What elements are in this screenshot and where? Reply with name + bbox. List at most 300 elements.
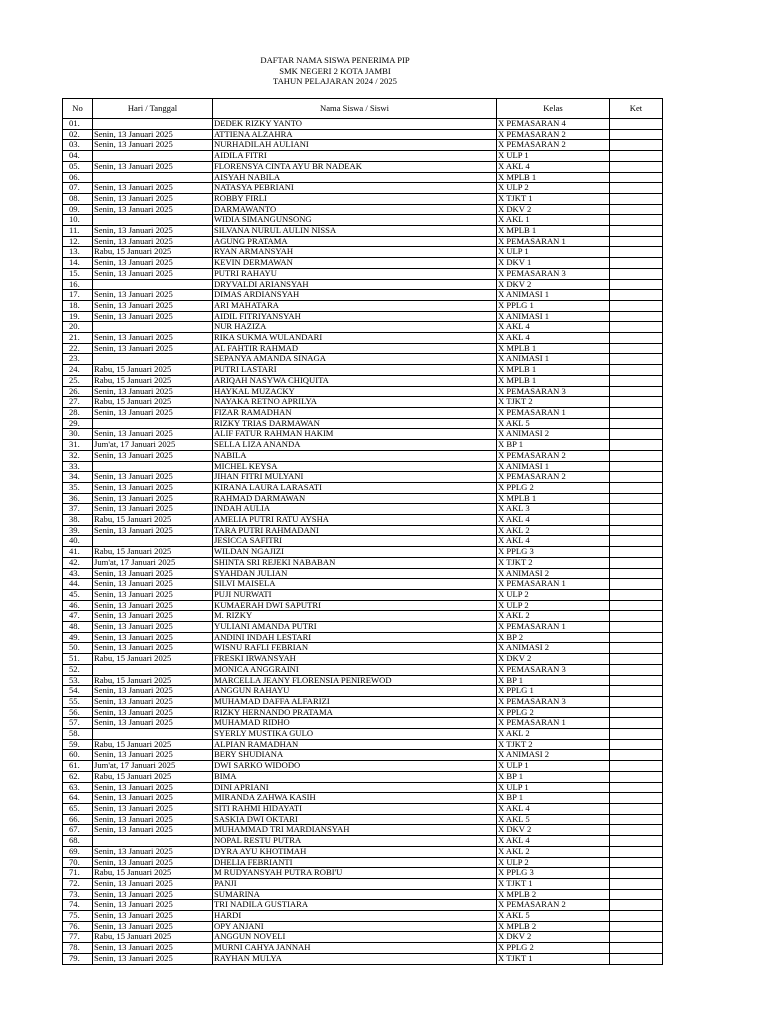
cell-note <box>610 675 663 686</box>
cell-name: NATASYA PEBRIANI <box>213 183 497 194</box>
cell-date: Senin, 13 Januari 2025 <box>93 482 213 493</box>
cell-date: Senin, 13 Januari 2025 <box>93 900 213 911</box>
cell-note <box>610 418 663 429</box>
cell-name: NAYAKA RETNO APRILYA <box>213 397 497 408</box>
cell-note <box>610 504 663 515</box>
table-row <box>63 846 663 857</box>
cell-date: Senin, 13 Januari 2025 <box>93 579 213 590</box>
table-row <box>63 183 663 194</box>
cell-date: Senin, 13 Januari 2025 <box>93 504 213 515</box>
cell-name: MONICA ANGGRAINI <box>213 664 497 675</box>
cell-date: Senin, 13 Januari 2025 <box>93 386 213 397</box>
cell-note <box>610 482 663 493</box>
table-row <box>63 579 663 590</box>
table-row <box>63 729 663 740</box>
cell-name: MUHAMMAD TRI MARDIANSYAH <box>213 825 497 836</box>
cell-date: Senin, 13 Januari 2025 <box>93 782 213 793</box>
cell-no: 65. <box>63 804 93 815</box>
table-row <box>63 407 663 418</box>
cell-note <box>610 911 663 922</box>
cell-no: 25. <box>63 375 93 386</box>
cell-no: 68. <box>63 836 93 847</box>
cell-class: X AKL 5 <box>497 418 610 429</box>
cell-name: WISNU RAFLI FEBRIAN <box>213 643 497 654</box>
cell-note <box>610 814 663 825</box>
cell-no: 78. <box>63 943 93 954</box>
cell-no: 15. <box>63 268 93 279</box>
cell-date <box>93 461 213 472</box>
cell-class: X DKV 2 <box>497 825 610 836</box>
cell-name: ANGGUN NOVELI <box>213 932 497 943</box>
cell-name: DRYVALDI ARIANSYAH <box>213 279 497 290</box>
table-row <box>63 493 663 504</box>
cell-note <box>610 226 663 237</box>
table-row <box>63 611 663 622</box>
cell-class: X PEMASARAN 2 <box>497 140 610 151</box>
column-header-no: No <box>63 99 93 119</box>
cell-class: X ULP 2 <box>497 600 610 611</box>
table-row <box>63 857 663 868</box>
cell-no: 16. <box>63 279 93 290</box>
cell-name: SILVANA NURUL AULIN NISSA <box>213 226 497 237</box>
table-row <box>63 643 663 654</box>
cell-name: AGUNG PRATAMA <box>213 236 497 247</box>
cell-no: 41. <box>63 547 93 558</box>
cell-name: KEVIN DERMAWAN <box>213 258 497 269</box>
cell-date: Senin, 13 Januari 2025 <box>93 161 213 172</box>
cell-class: X DKV 2 <box>497 654 610 665</box>
cell-note <box>610 921 663 932</box>
cell-class: X DKV 2 <box>497 932 610 943</box>
cell-name: MIRANDA ZAHWA KASIH <box>213 793 497 804</box>
cell-date: Senin, 13 Januari 2025 <box>93 750 213 761</box>
cell-name: RAHMAD DARMAWAN <box>213 493 497 504</box>
cell-date: Senin, 13 Januari 2025 <box>93 343 213 354</box>
cell-name: RIZKY HERNANDO PRATAMA <box>213 707 497 718</box>
table-row <box>63 151 663 162</box>
table-row <box>63 204 663 215</box>
table-row <box>63 450 663 461</box>
table-row <box>63 547 663 558</box>
table-row <box>63 386 663 397</box>
table-row <box>63 258 663 269</box>
cell-date: Senin, 13 Januari 2025 <box>93 183 213 194</box>
cell-class: X AKL 4 <box>497 333 610 344</box>
cell-no: 75. <box>63 911 93 922</box>
cell-no: 62. <box>63 771 93 782</box>
cell-class: X AKL 2 <box>497 611 610 622</box>
cell-class: X PPLG 3 <box>497 868 610 879</box>
cell-date: Senin, 13 Januari 2025 <box>93 953 213 964</box>
cell-note <box>610 568 663 579</box>
cell-note <box>610 365 663 376</box>
document-title: DAFTAR NAMA SISWA PENERIMA PIP <box>260 55 410 65</box>
cell-name: MICHEL KEYSA <box>213 461 497 472</box>
table-header <box>63 99 663 119</box>
cell-no: 64. <box>63 793 93 804</box>
cell-note <box>610 729 663 740</box>
school-name: SMK NEGERI 2 KOTA JAMBI <box>279 65 391 76</box>
table-row <box>63 311 663 322</box>
cell-name: JESICCA SAFITRI <box>213 536 497 547</box>
cell-name: AIDILA FITRI <box>213 151 497 162</box>
cell-date: Jum'at, 17 Januari 2025 <box>93 440 213 451</box>
cell-no: 74. <box>63 900 93 911</box>
table-row <box>63 333 663 344</box>
cell-date <box>93 322 213 333</box>
cell-class: X AKL 2 <box>497 846 610 857</box>
cell-note <box>610 215 663 226</box>
cell-class: X MPLB 1 <box>497 172 610 183</box>
cell-date: Rabu, 15 Januari 2025 <box>93 675 213 686</box>
cell-note <box>610 943 663 954</box>
table-row <box>63 375 663 386</box>
table-row <box>63 268 663 279</box>
cell-date <box>93 418 213 429</box>
cell-name: NOPAL RESTU PUTRA <box>213 836 497 847</box>
cell-name: WIDIA SIMANGUNSONG <box>213 215 497 226</box>
cell-note <box>610 268 663 279</box>
cell-no: 26. <box>63 386 93 397</box>
table-row <box>63 557 663 568</box>
cell-date: Senin, 13 Januari 2025 <box>93 472 213 483</box>
cell-note <box>610 183 663 194</box>
cell-date: Rabu, 15 Januari 2025 <box>93 397 213 408</box>
table-row <box>63 161 663 172</box>
cell-note <box>610 322 663 333</box>
cell-note <box>610 771 663 782</box>
cell-class: X AKL 5 <box>497 911 610 922</box>
cell-date: Rabu, 15 Januari 2025 <box>93 247 213 258</box>
cell-note <box>610 643 663 654</box>
cell-no: 09. <box>63 204 93 215</box>
cell-name: MUHAMAD DAFFA ALFARIZI <box>213 696 497 707</box>
cell-note <box>610 611 663 622</box>
cell-date: Senin, 13 Januari 2025 <box>93 525 213 536</box>
cell-date: Rabu, 15 Januari 2025 <box>93 771 213 782</box>
table-row <box>63 750 663 761</box>
cell-class: X ANIMASI 2 <box>497 568 610 579</box>
cell-date: Senin, 13 Januari 2025 <box>93 857 213 868</box>
table-row <box>63 782 663 793</box>
cell-name: OPY ANJANI <box>213 921 497 932</box>
cell-no: 04. <box>63 151 93 162</box>
table-row <box>63 622 663 633</box>
cell-note <box>610 664 663 675</box>
cell-note <box>610 461 663 472</box>
cell-no: 36. <box>63 493 93 504</box>
table-row <box>63 536 663 547</box>
cell-name: FIZAR RAMADHAN <box>213 407 497 418</box>
cell-date: Rabu, 15 Januari 2025 <box>93 515 213 526</box>
cell-date: Rabu, 15 Januari 2025 <box>93 932 213 943</box>
cell-no: 51. <box>63 654 93 665</box>
cell-note <box>610 119 663 130</box>
cell-no: 40. <box>63 536 93 547</box>
cell-class: X TJKT 1 <box>497 953 610 964</box>
cell-class: X TJKT 2 <box>497 397 610 408</box>
cell-class: X PEMASARAN 1 <box>497 622 610 633</box>
cell-class: X MPLB 1 <box>497 226 610 237</box>
cell-note <box>610 632 663 643</box>
cell-name: AMELIA PUTRI RATU AYSHA <box>213 515 497 526</box>
cell-note <box>610 761 663 772</box>
cell-name: DARMAWANTO <box>213 204 497 215</box>
table-row <box>63 836 663 847</box>
cell-note <box>610 739 663 750</box>
cell-date: Senin, 13 Januari 2025 <box>93 600 213 611</box>
cell-note <box>610 536 663 547</box>
cell-no: 05. <box>63 161 93 172</box>
cell-no: 76. <box>63 921 93 932</box>
table-row <box>63 343 663 354</box>
cell-date: Senin, 13 Januari 2025 <box>93 718 213 729</box>
cell-date: Senin, 13 Januari 2025 <box>93 611 213 622</box>
cell-no: 01. <box>63 119 93 130</box>
academic-year: TAHUN PELAJARAN 2024 / 2025 <box>273 76 397 86</box>
table-row <box>63 696 663 707</box>
cell-no: 43. <box>63 568 93 579</box>
cell-note <box>610 258 663 269</box>
table-row <box>63 525 663 536</box>
table-row <box>63 322 663 333</box>
cell-note <box>610 804 663 815</box>
cell-note <box>610 397 663 408</box>
table-body <box>63 119 663 965</box>
cell-note <box>610 600 663 611</box>
cell-date <box>93 151 213 162</box>
table-row <box>63 664 663 675</box>
cell-class: X ANIMASI 1 <box>497 290 610 301</box>
table-row <box>63 932 663 943</box>
cell-name: ANDINI INDAH LESTARI <box>213 632 497 643</box>
cell-note <box>610 440 663 451</box>
cell-name: RAYHAN MULYA <box>213 953 497 964</box>
cell-note <box>610 953 663 964</box>
cell-class: X ANIMASI 2 <box>497 643 610 654</box>
cell-no: 49. <box>63 632 93 643</box>
cell-note <box>610 878 663 889</box>
cell-no: 03. <box>63 140 93 151</box>
cell-no: 22. <box>63 343 93 354</box>
cell-no: 47. <box>63 611 93 622</box>
table-row <box>63 589 663 600</box>
cell-note <box>610 622 663 633</box>
cell-date <box>93 279 213 290</box>
cell-date <box>93 536 213 547</box>
cell-no: 17. <box>63 290 93 301</box>
cell-name: TARA PUTRI RAHMADANI <box>213 525 497 536</box>
cell-date: Senin, 13 Januari 2025 <box>93 921 213 932</box>
cell-class: X ANIMASI 1 <box>497 354 610 365</box>
cell-class: X PEMASARAN 3 <box>497 386 610 397</box>
column-header-name: Nama Siswa / Siswi <box>213 99 497 119</box>
cell-note <box>610 407 663 418</box>
cell-date: Senin, 13 Januari 2025 <box>93 204 213 215</box>
cell-class: X AKL 4 <box>497 536 610 547</box>
cell-class: X ULP 2 <box>497 857 610 868</box>
cell-name: YULIANI AMANDA PUTRI <box>213 622 497 633</box>
cell-note <box>610 825 663 836</box>
cell-class: X AKL 2 <box>497 525 610 536</box>
cell-name: NABILA <box>213 450 497 461</box>
cell-no: 29. <box>63 418 93 429</box>
cell-note <box>610 889 663 900</box>
table-row <box>63 878 663 889</box>
cell-name: SYAHDAN JULIAN <box>213 568 497 579</box>
table-row <box>63 600 663 611</box>
cell-note <box>610 654 663 665</box>
cell-name: RYAN ARMANSYAH <box>213 247 497 258</box>
cell-no: 67. <box>63 825 93 836</box>
cell-name: PUTRI RAHAYU <box>213 268 497 279</box>
cell-class: X PPLG 2 <box>497 707 610 718</box>
cell-name: AL FAHTIR RAHMAD <box>213 343 497 354</box>
cell-no: 27. <box>63 397 93 408</box>
cell-class: X ULP 1 <box>497 151 610 162</box>
cell-no: 38. <box>63 515 93 526</box>
cell-note <box>610 686 663 697</box>
cell-name: FRESKI IRWANSYAH <box>213 654 497 665</box>
cell-no: 60. <box>63 750 93 761</box>
cell-class: X PEMASARAN 2 <box>497 129 610 140</box>
cell-note <box>610 472 663 483</box>
cell-no: 30. <box>63 429 93 440</box>
cell-date: Senin, 13 Januari 2025 <box>93 129 213 140</box>
cell-name: NURHADILAH AULIANI <box>213 140 497 151</box>
cell-name: RIKA SUKMA WULANDARI <box>213 333 497 344</box>
cell-class: X MPLB 1 <box>497 343 610 354</box>
cell-class: X DKV 2 <box>497 204 610 215</box>
cell-class: X PEMASARAN 2 <box>497 450 610 461</box>
cell-no: 28. <box>63 407 93 418</box>
cell-class: X TJKT 2 <box>497 557 610 568</box>
cell-class: X ULP 2 <box>497 183 610 194</box>
cell-class: X TJKT 1 <box>497 878 610 889</box>
cell-class: X PEMASARAN 1 <box>497 579 610 590</box>
cell-note <box>610 932 663 943</box>
cell-name: SHINTA SRI REJEKI NABABAN <box>213 557 497 568</box>
cell-class: X MPLB 2 <box>497 889 610 900</box>
table-row <box>63 193 663 204</box>
cell-note <box>610 375 663 386</box>
cell-no: 10. <box>63 215 93 226</box>
table-row <box>63 675 663 686</box>
cell-class: X PEMASARAN 2 <box>497 472 610 483</box>
cell-note <box>610 557 663 568</box>
table-row <box>63 440 663 451</box>
table-row <box>63 707 663 718</box>
table-row <box>63 900 663 911</box>
table-row <box>63 771 663 782</box>
cell-no: 71. <box>63 868 93 879</box>
cell-note <box>610 290 663 301</box>
cell-name: RIZKY TRIAS DARMAWAN <box>213 418 497 429</box>
cell-date: Senin, 13 Januari 2025 <box>93 236 213 247</box>
table-row <box>63 718 663 729</box>
cell-name: TRI NADILA GUSTIARA <box>213 900 497 911</box>
cell-class: X PEMASARAN 1 <box>497 718 610 729</box>
cell-no: 32. <box>63 450 93 461</box>
cell-no: 69. <box>63 846 93 857</box>
cell-note <box>610 140 663 151</box>
cell-class: X ANIMASI 1 <box>497 311 610 322</box>
cell-date: Senin, 13 Januari 2025 <box>93 300 213 311</box>
cell-no: 07. <box>63 183 93 194</box>
cell-note <box>610 515 663 526</box>
cell-class: X ANIMASI 1 <box>497 461 610 472</box>
cell-no: 19. <box>63 311 93 322</box>
cell-class: X PPLG 2 <box>497 482 610 493</box>
table-row <box>63 793 663 804</box>
table-row <box>63 632 663 643</box>
cell-note <box>610 750 663 761</box>
cell-no: 54. <box>63 686 93 697</box>
cell-class: X PPLG 1 <box>497 686 610 697</box>
cell-class: X ULP 1 <box>497 782 610 793</box>
cell-date <box>93 354 213 365</box>
table-row <box>63 226 663 237</box>
cell-name: DHELIA FEBRIANTI <box>213 857 497 868</box>
table-row <box>63 868 663 879</box>
cell-note <box>610 579 663 590</box>
cell-name: SUMARINA <box>213 889 497 900</box>
cell-date <box>93 172 213 183</box>
cell-date: Senin, 13 Januari 2025 <box>93 429 213 440</box>
cell-no: 70. <box>63 857 93 868</box>
table-row <box>63 472 663 483</box>
cell-name: MARCELLA JEANY FLORENSIA PENIREWOD <box>213 675 497 686</box>
cell-no: 31. <box>63 440 93 451</box>
cell-date: Senin, 13 Januari 2025 <box>93 878 213 889</box>
cell-date: Senin, 13 Januari 2025 <box>93 193 213 204</box>
cell-class: X AKL 4 <box>497 836 610 847</box>
table-row <box>63 504 663 515</box>
cell-no: 50. <box>63 643 93 654</box>
cell-class: X TJKT 1 <box>497 193 610 204</box>
cell-class: X AKL 4 <box>497 804 610 815</box>
cell-note <box>610 900 663 911</box>
cell-no: 44. <box>63 579 93 590</box>
cell-date: Senin, 13 Januari 2025 <box>93 311 213 322</box>
cell-note <box>610 151 663 162</box>
cell-class: X AKL 4 <box>497 515 610 526</box>
table-row <box>63 290 663 301</box>
cell-date: Rabu, 15 Januari 2025 <box>93 375 213 386</box>
cell-class: X ANIMASI 2 <box>497 429 610 440</box>
cell-class: X AKL 4 <box>497 322 610 333</box>
table-row <box>63 354 663 365</box>
cell-name: SASKIA DWI OKTARI <box>213 814 497 825</box>
cell-note <box>610 129 663 140</box>
cell-class: X PEMASARAN 2 <box>497 900 610 911</box>
cell-date: Senin, 13 Januari 2025 <box>93 568 213 579</box>
cell-note <box>610 300 663 311</box>
cell-note <box>610 846 663 857</box>
cell-note <box>610 161 663 172</box>
cell-note <box>610 193 663 204</box>
cell-date: Senin, 13 Januari 2025 <box>93 333 213 344</box>
cell-no: 57. <box>63 718 93 729</box>
cell-no: 56. <box>63 707 93 718</box>
cell-date: Senin, 13 Januari 2025 <box>93 707 213 718</box>
cell-name: HARDI <box>213 911 497 922</box>
column-header-note: Ket <box>610 99 663 119</box>
table-row <box>63 568 663 579</box>
cell-class: X DKV 1 <box>497 258 610 269</box>
cell-class: X PEMASARAN 1 <box>497 236 610 247</box>
table-row <box>63 365 663 376</box>
